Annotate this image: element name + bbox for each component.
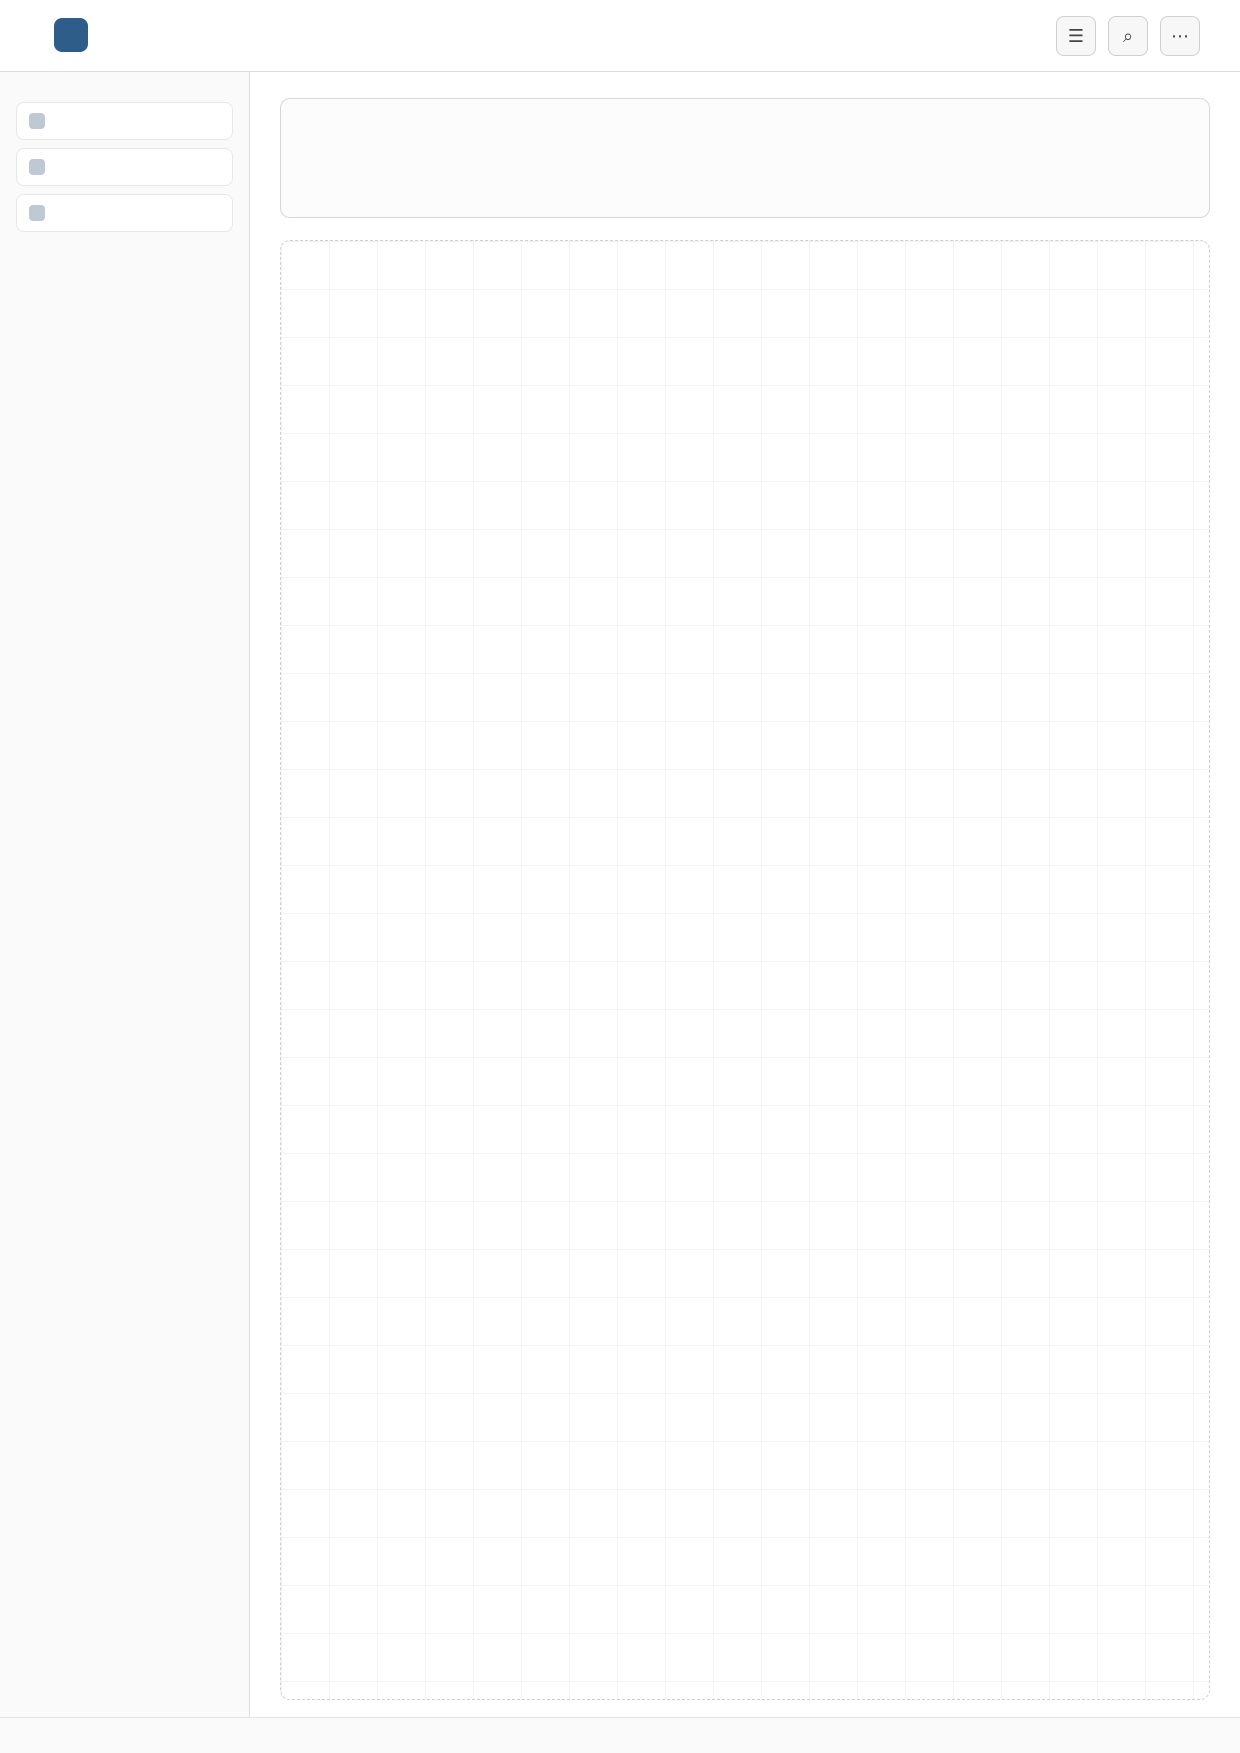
toolbar-button-3[interactable] — [1160, 16, 1200, 56]
app-icon — [54, 18, 88, 52]
main-content — [250, 72, 1240, 1753]
toolbar — [1056, 16, 1200, 56]
header-bar — [0, 0, 1240, 72]
status-bar — [0, 1717, 1240, 1753]
notice-panel — [280, 98, 1210, 218]
more-icon: ⋯ — [1171, 25, 1189, 47]
search-icon: ⌕ — [1122, 25, 1134, 47]
generic-icon — [29, 205, 45, 221]
sidebar-item-3[interactable] — [16, 194, 233, 232]
toolbar-button-1[interactable] — [1056, 16, 1096, 56]
sidebar-item-2[interactable] — [16, 148, 233, 186]
toolbar-button-2[interactable] — [1108, 16, 1148, 56]
generic-icon — [29, 159, 45, 175]
page-title — [104, 18, 864, 54]
sidebar-section — [16, 102, 233, 232]
menu-icon: ☰ — [1067, 25, 1085, 47]
sidebar-item-1[interactable] — [16, 102, 233, 140]
generic-icon — [29, 113, 45, 129]
content-canvas — [280, 240, 1210, 1700]
sidebar — [0, 72, 250, 1753]
